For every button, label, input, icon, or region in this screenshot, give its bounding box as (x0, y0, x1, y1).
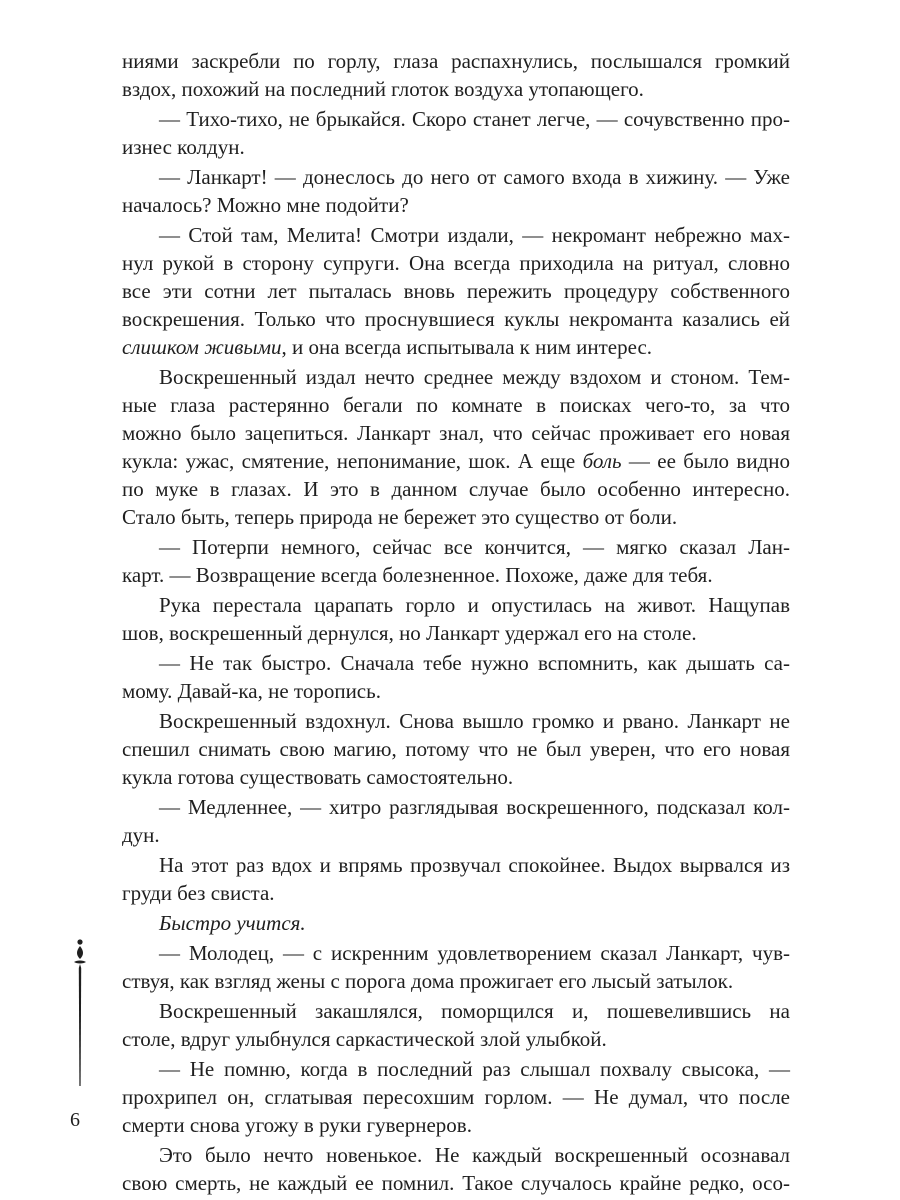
paragraph (122, 163, 790, 219)
text-line: дун. (122, 823, 160, 847)
text-line: слишком живыми, и она всегда испытывала к ним интерес. (122, 335, 653, 359)
text-line: Воскрешенный издал нечто среднее между вздохом и стоном. Тем- (159, 365, 790, 389)
paragraph (122, 533, 790, 589)
paragraph (122, 105, 790, 161)
paragraph (122, 1055, 790, 1139)
text-line: прохрипел он, сглатывая пересохшим горлом. — Не думал, что после (122, 1085, 790, 1109)
text-line: изнес колдун. (122, 135, 245, 159)
text-line: все эти сотни лет пыталась вновь пережить процедуру собственного (122, 279, 790, 303)
paragraph (122, 997, 790, 1053)
paragraph (122, 591, 790, 647)
text-line: мому. Давай-ка, не торопись. (122, 679, 381, 703)
text-line: ные глаза растерянно бегали по комнате в поисках чего-то, за что (122, 393, 790, 417)
paragraph (122, 221, 790, 361)
text-line: ствуя, как взгляд жены с порога дома прожигает его лысый затылок. (122, 969, 734, 993)
paragraph (122, 47, 790, 103)
text-line: Рука перестала царапать горло и опустилась на живот. Нащупав (159, 593, 790, 617)
text-line: — Молодец, — с искренним удовлетворением сказал Ланкарт, чув- (159, 941, 790, 965)
paragraph (122, 363, 790, 531)
text-line: карт. — Возвращение всегда болезненное. Похоже, даже для тебя. (122, 563, 713, 587)
paragraph (122, 851, 790, 907)
text-line: — Не так быстро. Сначала тебе нужно вспомнить, как дышать са- (159, 651, 790, 675)
text-line: по муке в глазах. И это в данном случае было особенно интересно. (122, 477, 790, 501)
text-line: На этот раз вдох и впрямь прозвучал спокойнее. Выдох вырвался из (159, 853, 790, 877)
emphasis: боль (582, 449, 622, 473)
text-line: — Тихо-тихо, не брыкайся. Скоро станет легче, — сочувственно про- (159, 107, 790, 131)
text-line: вздох, похожий на последний глоток воздуха утопающего. (122, 77, 644, 101)
paragraph (122, 649, 790, 705)
text-line: спешил снимать свою магию, потому что не был уверен, что его новая (122, 737, 790, 761)
text-line: — Потерпи немного, сейчас все кончится, — мягко сказал Лан- (159, 535, 790, 559)
text-line: нул рукой в сторону супруги. Она всегда приходила на ритуал, словно (122, 251, 790, 275)
text-line: — Не помню, когда в последний раз слышал похвалу свысока, — (159, 1057, 790, 1081)
text-line: кукла готова существовать самостоятельно. (122, 765, 514, 789)
emphasis: слишком живыми (122, 335, 282, 359)
text-line: груди без свиста. (122, 881, 275, 905)
text-line: — Стой там, Мелита! Смотри издали, — некромант небрежно мах- (159, 223, 790, 247)
paragraph (122, 707, 790, 791)
text-line: ниями заскребли по горлу, глаза распахнулись, послышался громкий (122, 49, 790, 73)
emphasis: Быстро учится. (159, 911, 306, 935)
text-line: можно было зацепиться. Ланкарт знал, что сейчас проживает его новая (122, 421, 790, 445)
text-line (122, 909, 790, 937)
paragraph (122, 793, 790, 849)
text-line: началось? Можно мне подойти? (122, 193, 409, 217)
paragraph (122, 1141, 790, 1197)
ornament-icon (70, 938, 90, 1088)
body-text (122, 47, 790, 1197)
text-line: — Ланкарт! — донеслось до него от самого входа в хижину. — Уже (159, 165, 790, 189)
paragraph (122, 909, 790, 937)
text-line: Это было нечто новенькое. Не каждый воскрешенный осознавал (159, 1143, 790, 1167)
page-number: 6 (70, 1109, 80, 1131)
text-line: Воскрешенный вздохнул. Снова вышло громко и рвано. Ланкарт не (159, 709, 790, 733)
text-line: Стало быть, теперь природа не бережет это существо от боли. (122, 505, 678, 529)
text-line: шов, воскрешенный дернулся, но Ланкарт удержал его на столе. (122, 621, 697, 645)
text-line: кукла: ужас, смятение, непонимание, шок. А еще боль — ее было видно (122, 449, 790, 473)
text-line: — Медленнее, — хитро разглядывая воскрешенного, подсказал кол- (159, 795, 790, 819)
text-line: свою смерть, не каждый ее помнил. Такое случалось крайне редко, осо- (122, 1171, 790, 1195)
text-line: Воскрешенный закашлялся, поморщился и, пошевелившись на (159, 999, 790, 1023)
text-line: воскрешения. Только что проснувшиеся куклы некроманта казались ей (122, 307, 790, 331)
text-line: столе, вдруг улыбнулся саркастической злой улыбкой. (122, 1027, 607, 1051)
paragraph (122, 939, 790, 995)
text-line: смерти снова угожу в руки гувернеров. (122, 1113, 472, 1137)
